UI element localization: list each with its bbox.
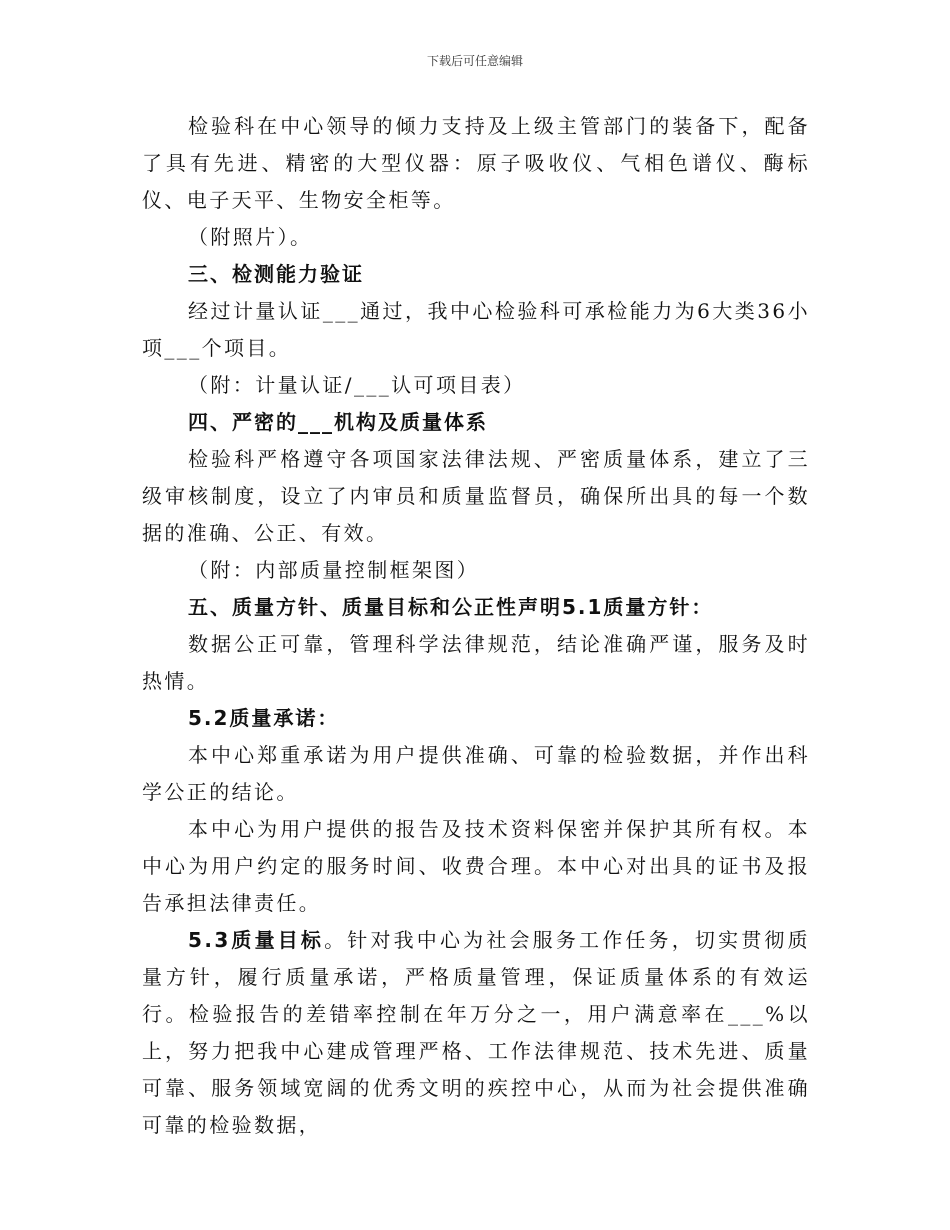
paragraph-quality-goal (142, 922, 810, 1144)
paragraph-equipment: 检验科在中心领导的倾力支持及上级主管部门的装备下，配备了具有先进、精密的大型仪器：原子吸收仪、气相色谱仪、酶标仪、电子天平、生物安全柜等。 (142, 114, 810, 212)
paragraph-quality-policy: 数据公正可靠，管理科学法律规范，结论准确严谨，服务及时热情。 (142, 632, 810, 693)
paragraph-commitment-1: 本中心郑重承诺为用户提供准确、可靠的检验数据，并作出科学公正的结论。 (142, 743, 810, 804)
heading-section-4: 四、严密的___机构及质量体系 (188, 410, 488, 434)
paragraph-photo-note: （附照片）。 (188, 225, 313, 249)
heading-section-3: 三、检测能力验证 (188, 262, 364, 286)
document-body (142, 108, 810, 1144)
quality-goal-text: 。针对我中心为社会服务工作任务，切实贯彻质量方针，履行质量承诺，严格质量管理，保证质量体系的有效运行。检验报告的差错率控制在年万分之一，用户满意率在___%以上，努力把我中心建成管理严格、工作法律规范、技术先进、质量可靠、服务领域宽阔的优秀文明的疾控中心，从而为社会提供准确可靠的检验数据， (142, 928, 810, 1137)
heading-quality-commitment: 5.2质量承诺： (188, 706, 340, 730)
paragraph-quality-system: 检验科严格遵守各项国家法律法规、严密质量体系，建立了三级审核制度，设立了内审员和质量监督员，确保所出具的每一个数据的准确、公正、有效。 (142, 447, 810, 545)
paragraph-capability-note: （附：计量认证/___认可项目表） (188, 373, 526, 397)
paragraph-capability: 经过计量认证___通过，我中心检验科可承检能力为6大类36小项___个项目。 (142, 299, 810, 360)
paragraph-commitment-2: 本中心为用户提供的报告及技术资料保密并保护其所有权。本中心为用户约定的服务时间、收费合理。本中心对出具的证书及报告承担法律责任。 (142, 817, 810, 915)
page-header: 下载后可任意编辑 (426, 54, 523, 68)
paragraph-framework-note: （附：内部质量控制框架图） (188, 558, 480, 582)
heading-section-5: 五、质量方针、质量目标和公正性声明5.1质量方针： (188, 595, 714, 619)
quality-goal-label: 5.3质量目标 (188, 928, 325, 952)
